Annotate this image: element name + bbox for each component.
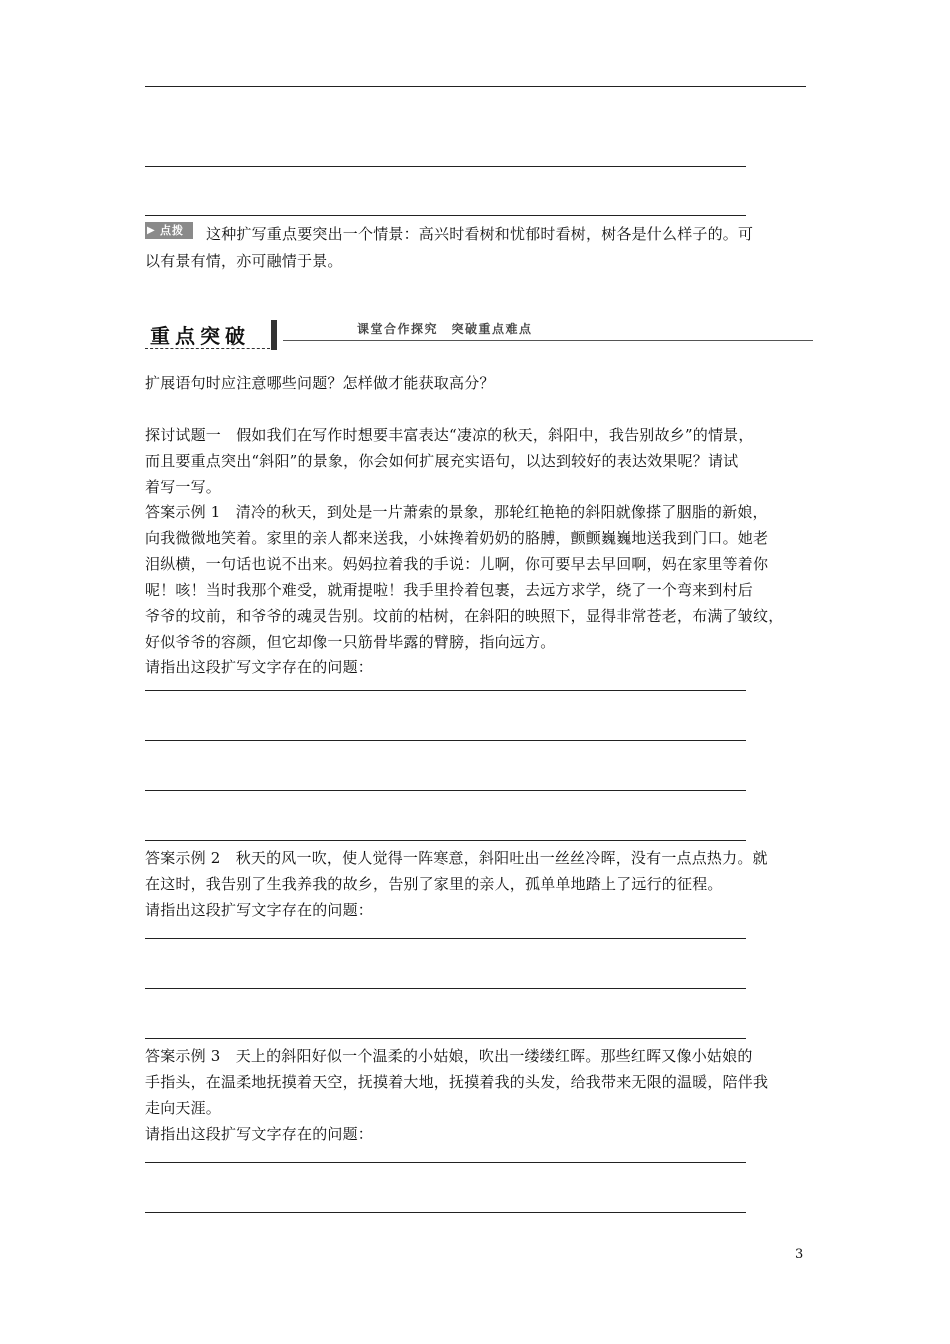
answer-line xyxy=(145,790,746,791)
hint-badge xyxy=(145,222,193,239)
example3-text: 手指头，在温柔地抚摸着天空，抚摸着大地，抚摸着我的头发，给我带来无限的温暖，陪伴我 xyxy=(145,1073,769,1091)
example2-prompt: 请指出这段扩写文字存在的问题： xyxy=(145,901,374,919)
answer-line xyxy=(145,1162,746,1163)
hint-text: 以有景有情，亦可融情于景。 xyxy=(145,252,343,270)
answer-line xyxy=(145,840,746,841)
example1-prompt: 请指出这段扩写文字存在的问题： xyxy=(145,658,374,676)
example1-text: 向我微微地笑着。家里的亲人都来送我，小妹搀着奶奶的胳膊，颤颤巍巍地送我到门口。她老 xyxy=(145,529,769,547)
example1-text: 好似爷爷的容颜，但它却像一只筋骨毕露的臂膀，指向远方。 xyxy=(145,633,556,651)
section-title-underline xyxy=(145,348,270,349)
section-header-line xyxy=(283,340,813,341)
example2-text: 在这时，我告别了生我养我的故乡，告别了家里的亲人，孤单单地踏上了远行的征程。 xyxy=(145,875,723,893)
trial-text: 探讨试题一 假如我们在写作时想要丰富表达“凄凉的秋天，斜阳中，我告别故乡”的情景， xyxy=(145,426,754,444)
example1-text: 呢！咳！当时我那个难受，就甭提啦！我手里拎着包裹，去远方求学，绕了一个弯来到村后 xyxy=(145,581,754,599)
answer-line xyxy=(145,1038,746,1039)
answer-line xyxy=(145,690,746,691)
section-title: 重点突破 xyxy=(150,324,250,348)
answer-line xyxy=(145,215,746,216)
hint-text: 这种扩写重点要突出一个情景：高兴时看树和忧郁时看树，树各是什么样子的。可 xyxy=(206,225,754,243)
answer-line xyxy=(145,938,746,939)
question-text: 扩展语句时应注意哪些问题？怎样做才能获取高分？ xyxy=(145,374,495,392)
example2-text: 答案示例 2 秋天的风一吹，使人觉得一阵寒意，斜阳吐出一丝丝冷晖，没有一点点热力。就 xyxy=(145,849,768,867)
arrow-right-icon: ▶ xyxy=(147,225,155,236)
section-subtitle: 课堂合作探究 突破重点难点 xyxy=(357,322,533,336)
answer-line xyxy=(145,86,806,87)
trial-text: 而且要重点突出“斜阳”的景象，你会如何扩展充实语句，以达到较好的表达效果呢？请试 xyxy=(145,452,739,470)
section-divider-bar xyxy=(271,320,277,350)
example3-text: 走向天涯。 xyxy=(145,1099,222,1117)
hint-badge-label: 点拨 xyxy=(160,224,184,237)
example3-text: 答案示例 3 天上的斜阳好似一个温柔的小姑娘，吹出一缕缕红晖。那些红晖又像小姑娘的 xyxy=(145,1047,753,1065)
example1-text: 泪纵横，一句话也说不出来。妈妈拉着我的手说：儿啊，你可要早去早回啊，妈在家里等着你 xyxy=(145,555,769,573)
example3-prompt: 请指出这段扩写文字存在的问题： xyxy=(145,1125,374,1143)
example1-text: 爷爷的坟前，和爷爷的魂灵告别。坟前的枯树，在斜阳的映照下，显得非常苍老，布满了皱纹， xyxy=(145,607,784,625)
page-number: 3 xyxy=(795,1247,804,1262)
answer-line xyxy=(145,1212,746,1213)
example1-text: 答案示例 1 清冷的秋天，到处是一片萧索的景象，那轮红艳艳的斜阳就像搽了胭脂的新娘， xyxy=(145,503,768,521)
answer-line xyxy=(145,740,746,741)
trial-text: 着写一写。 xyxy=(145,478,222,496)
answer-line xyxy=(145,166,746,167)
answer-line xyxy=(145,988,746,989)
